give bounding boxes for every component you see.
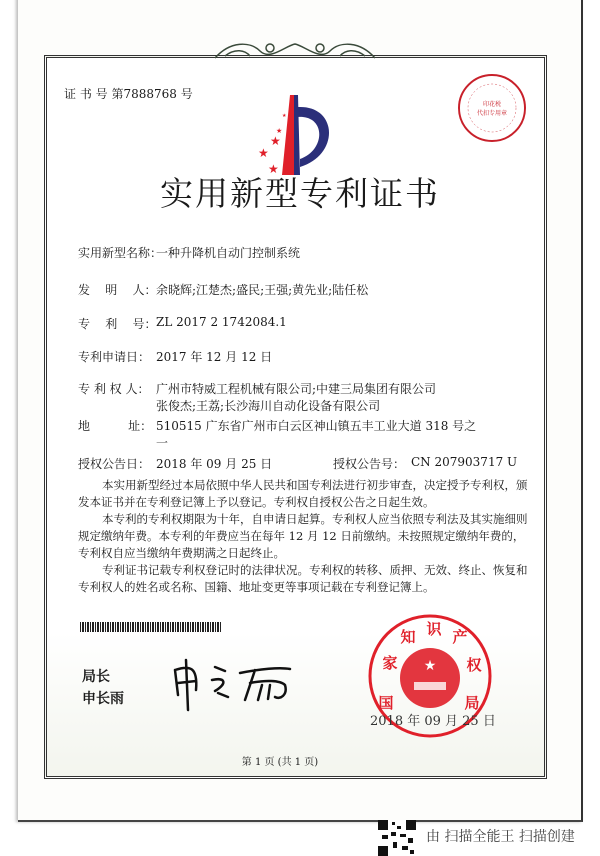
svg-text:代扣专用章: 代扣专用章 — [476, 110, 508, 117]
svg-text:权: 权 — [466, 656, 482, 674]
svg-text:★: ★ — [268, 162, 279, 176]
seal-date: 2018 年 09 月 25 日 — [370, 714, 496, 729]
field-value: 一种升降机自动门控制系统 — [156, 246, 301, 260]
svg-text:识: 识 — [426, 620, 442, 638]
svg-text:产: 产 — [452, 628, 468, 646]
field-value: 2017 年 12 月 12 日 — [156, 350, 273, 364]
svg-text:★: ★ — [270, 134, 281, 148]
barcode — [80, 622, 222, 632]
svg-text:★: ★ — [258, 146, 269, 160]
page-footer: 第 1 页 (共 1 页) — [241, 757, 319, 768]
field-patent-number — [78, 315, 287, 332]
field-value: 510515 广东省广州市白云区神山镇五丰工业大道 318 号之 一 — [156, 419, 477, 450]
svg-text:家: 家 — [382, 654, 398, 672]
director-title: 局长 — [82, 669, 110, 685]
patent-office-logo — [248, 95, 338, 177]
svg-text:印花税: 印花税 — [482, 101, 502, 108]
document-title: 实用新型专利证书 — [160, 174, 440, 213]
qr-code — [378, 820, 416, 856]
paragraph-legal-status: 专利证书记载专利权登记时的法律状况。专利权的转移、质押、无效、终止、恢复和专利权人的姓名或名称、国籍、地址变更等事项记载在专利登记簿上。 — [78, 563, 528, 594]
field-label: 地 址： — [78, 419, 153, 433]
field-value: ZL 2017 2 1742084.1 — [156, 315, 287, 329]
svg-text:局: 局 — [464, 694, 480, 712]
paragraph-term: 本专利的专利权期限为十年，自申请日起算。专利权人应当依照专利法及其实施细则规定缴纳年费。本专利的年费应当在每年 12 月 12 日前缴纳。未按照规定缴纳年费的，专利权自应当缴纳年费期满之日起终止。 — [78, 512, 528, 560]
field-patentee — [78, 381, 436, 415]
field-value: CN 207903717 U — [411, 455, 518, 469]
field-label: 专利申请日： — [78, 350, 151, 364]
scanner-watermark: 由 扫描全能王 扫描创建 — [426, 829, 575, 845]
svg-text:★: ★ — [423, 658, 437, 674]
director-name: 申长雨 — [82, 691, 124, 707]
field-label: 专 利 权 人： — [78, 382, 150, 396]
field-label: 专 利 号： — [78, 317, 157, 331]
field-address — [78, 418, 476, 452]
field-grant-date — [78, 455, 272, 472]
field-application-date — [78, 348, 272, 365]
field-value: 余晓辉;江楚杰;盛民;王强;黄先业;陆任松 — [156, 283, 369, 297]
field-inventors — [78, 281, 368, 298]
field-value: 2018 年 09 月 25 日 — [156, 457, 273, 471]
field-label: 发 明 人： — [78, 283, 157, 297]
svg-text:国: 国 — [378, 694, 394, 712]
field-announcement-number — [333, 455, 517, 472]
field-label: 授权公告日： — [78, 457, 151, 471]
stamp-duty-seal — [456, 72, 528, 144]
field-label: 实用新型名称： — [78, 246, 163, 260]
field-label: 授权公告号： — [333, 457, 406, 471]
paragraph-grant: 本实用新型经过本局依照中华人民共和国专利法进行初步审查，决定授予专利权，颁发本证书并在专利登记簿上予以登记。专利权自授权公告之日起生效。 — [78, 478, 528, 509]
field-utility-model-name — [78, 244, 300, 261]
certificate-number: 证 书 号 第7888768 号 — [64, 87, 193, 101]
field-value: 广州市特威工程机械有限公司;中建三局集团有限公司 张俊杰;王荔;长沙海川自动化设备有限公司 — [156, 382, 437, 413]
svg-text:★: ★ — [276, 127, 283, 135]
svg-text:知: 知 — [400, 628, 416, 646]
svg-text:★: ★ — [282, 113, 287, 119]
director-signature — [170, 655, 300, 715]
ornament-top — [210, 36, 380, 64]
